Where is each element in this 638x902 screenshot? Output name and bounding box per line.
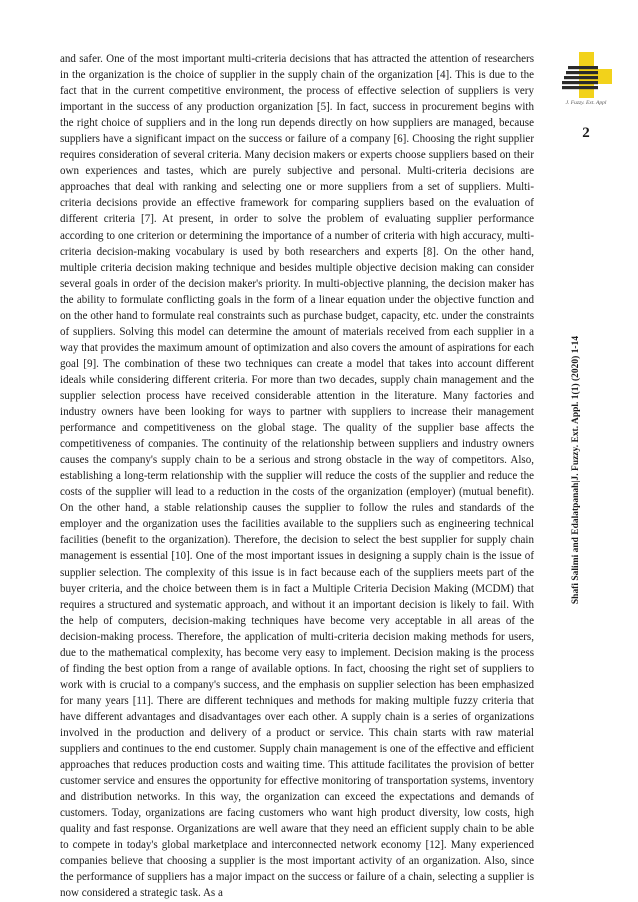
- page-body: [60, 51, 534, 901]
- journal-abbreviation: J. Fuzzy. Ext. Appl: [565, 100, 607, 106]
- body-paragraph: and safer. One of the most important multi-criteria decisions that has attracted the attention of researchers in the organization is the choice of supplier in the supply chain of the organization [4]. This is due to the fact that in the current competitive environment, the process of effective selection of suppliers is very important in the success of any production organization [5]. In fact, success in procurement begins with the right choice of suppliers and in the long run depends directly on how suppliers are managed, because suppliers have a significant impact on the success or failure of a company [6]. Choosing the right supplier requires consideration of several criteria. Many decision makers or experts choose suppliers based on their own experiences and tastes, which are purely subjective and personal. Multi-criteria decisions are approaches that deal with ranking and selecting one or more suppliers from a set of suppliers. Multi-criteria decisions provide an effective framework for comparing suppliers based on the evaluation of different criteria [7]. At present, in order to solve the problem of evaluating supplier performance according to one criterion or determining the importance of a number of criteria with high accuracy, multi-criteria decision-making vocabulary is used by both researchers and experts [8]. On the other hand, multiple criteria decision making technique and besides multiple objective decision making can consider several goals in order of the decision maker's priority. In multi-objective planning, the decision maker has the ability to formulate conflicting goals in the form of a linear equation under the objective function and on the other hand to formulate real constraints such as purchase budget, capacity, etc. under the constraints of suppliers. Solving this model can determine the amount of materials received from each supplier in a way that provides the maximum amount of optimization and also covers the amount of aspirations for each goal [9]. The combination of these two techniques can create a model that takes into account different ideals while considering different criteria. For more than two decades, supply chain management and the supplier selection process have received considerable attention in the literature. Many factories and industry owners have been looking for ways to partner with suppliers to increase their management performance and competitiveness on the global stage. The quality of the supplier base affects the competitiveness of companies. The continuity of the relationship between suppliers and industry owners causes the company's supply chain to be a serious and strong obstacle in the way of competitors. Also, establishing a long-term relationship with the supplier will reduce the costs of the supplier and reduce the costs of the supplier will lead to a reduction in the costs of the organization (employer) (mutual benefit). On the other hand, a stable relationship causes the supplier to follow the rules and standards of the employer and the organization uses the facilities available to the suppliers such as engineering technical facilities (benefit to the organization). Therefore, the decision to select the best supplier for supply chain management is essential [10]. One of the most important issues in designing a supply chain is the issue of supplier selection. The complexity of this issue is in fact because each of the suppliers meets part of the buyer criteria, and the choice between them is in fact a Multiple Criteria Decision Making (MCDM) that requires a structured and systematic approach, and without it an important decision is likely to fail. With the help of computers, decision-making techniques have become very acceptable in all areas of the decision-making process. Therefore, the application of multi-criteria decision making methods for users, due to the mathematical complexity, has become very easy to implement. Decision making is the process of finding the best option from a range of available options. In fact, choosing the right set of suppliers to work with is crucial to a company's success, and the emphasis on supplier selection has been emphasized for many years [11]. There are different techniques and methods for making multiple fuzzy criteria that have different advantages and disadvantages over each other. A supply chain is a series of organizations involved in the production and delivery of a product or service. This chain starts with raw material suppliers and continues to the end customer. Supply chain management is one of the effective and efficient approaches that reduces production costs and waiting time. This attitude facilitates the provision of better customer service and ensures the opportunity for effective monitoring of transportation systems, inventory and distribution networks. In this way, the organization can exceed the expectations and demands of customers. Today, organizations are facing customers who want high product diversity, low costs, high quality and fast response. Organizations are well aware that they need an efficient supply chain to be able to compete in today's global marketplace and interconnected network economy [12]. Many experienced companies believe that choosing a supplier is the most important activity of an organization. Also, since the performance of suppliers has a major impact on the success or failure of a chain, selecting a supplier is now considered a strategic task. As a: [60, 53, 534, 900]
- page-number: 2: [582, 125, 590, 141]
- running-head-text: Shafi Salimi and Edalatpanah|J. Fuzzy. Ext. Appl. 1(1) (2020) 1-14: [571, 335, 581, 605]
